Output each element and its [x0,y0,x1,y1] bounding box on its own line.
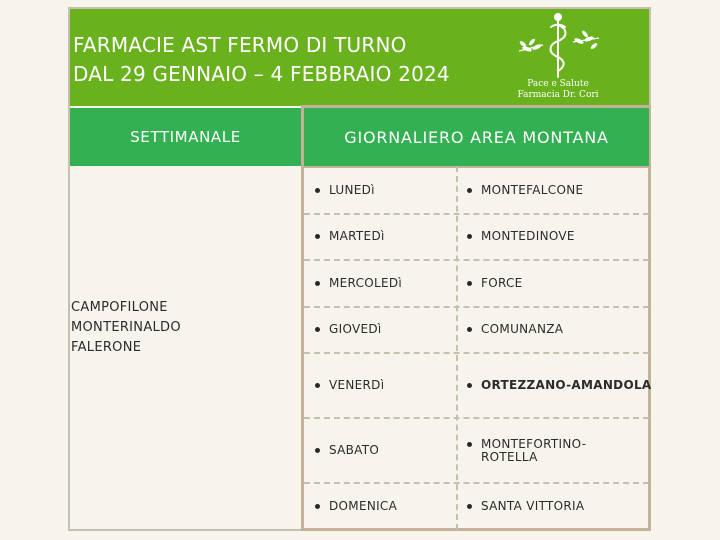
header-banner [70,9,649,106]
pharmacy-label: SANTA VITTORIA [481,499,585,513]
row-divider [304,352,649,354]
title-line-1: FARMACIE AST FERMO DI TURNO [73,33,407,57]
bullet-icon [467,327,472,332]
bullet-icon [315,327,320,332]
day-label: MERCOLEDì [329,276,403,290]
pharmacy-label-line-1: MONTEFORTINO- [481,437,587,451]
bullet-icon [315,383,320,388]
bullet-icon [467,383,472,388]
day-label: SABATO [329,443,380,457]
row-divider [304,306,649,308]
bullet-icon [467,442,472,447]
day-label: VENERDì [329,378,385,392]
row-divider [304,259,649,261]
row-divider [304,482,649,484]
caduceus-icon [503,9,613,79]
daily-section-frame [301,105,651,531]
logo-name: Farmacia Dr. Cori [517,90,599,100]
bullet-icon [467,234,472,239]
weekly-pharmacy-item: MONTERINALDO [71,320,181,335]
weekly-pharmacy-item: CAMPOFILONE [71,300,168,315]
title-line-2: DAL 29 GENNAIO – 4 FEBBRAIO 2024 [73,62,450,86]
row-divider [304,417,649,419]
pharmacy-label: COMUNANZA [481,322,564,336]
day-label: GIOVEDì [329,322,382,336]
bullet-icon [315,234,320,239]
pharmacy-logo [503,9,613,106]
bullet-icon [467,281,472,286]
bullet-icon [467,504,472,509]
bullet-icon [315,448,320,453]
bullet-icon [467,188,472,193]
table-top-border [304,166,649,168]
pharmacy-label: MONTEFALCONE [481,183,584,197]
bullet-icon [315,281,320,286]
weekly-column-header: SETTIMANALE [70,108,301,166]
day-label: DOMENICA [329,499,398,513]
pharmacy-label: FORCE [481,276,523,290]
bullet-icon [315,188,320,193]
day-label: MARTEDì [329,229,385,243]
pharmacy-label: ORTEZZANO-AMANDOLA [481,378,652,392]
page-title [73,31,450,89]
row-divider [304,213,649,215]
weekly-pharmacy-item: FALERONE [71,340,142,355]
weekly-pharmacy-list [71,298,181,358]
logo-tagline: Pace e Salute [527,79,589,89]
day-label: LUNEDì [329,183,375,197]
pharmacy-label: MONTEDINOVE [481,229,575,243]
bullet-icon [315,504,320,509]
pharmacy-label-line-2: ROTELLA [481,450,538,464]
daily-column-header: GIORNALIERO AREA MONTANA [304,108,649,166]
column-divider [456,166,458,530]
